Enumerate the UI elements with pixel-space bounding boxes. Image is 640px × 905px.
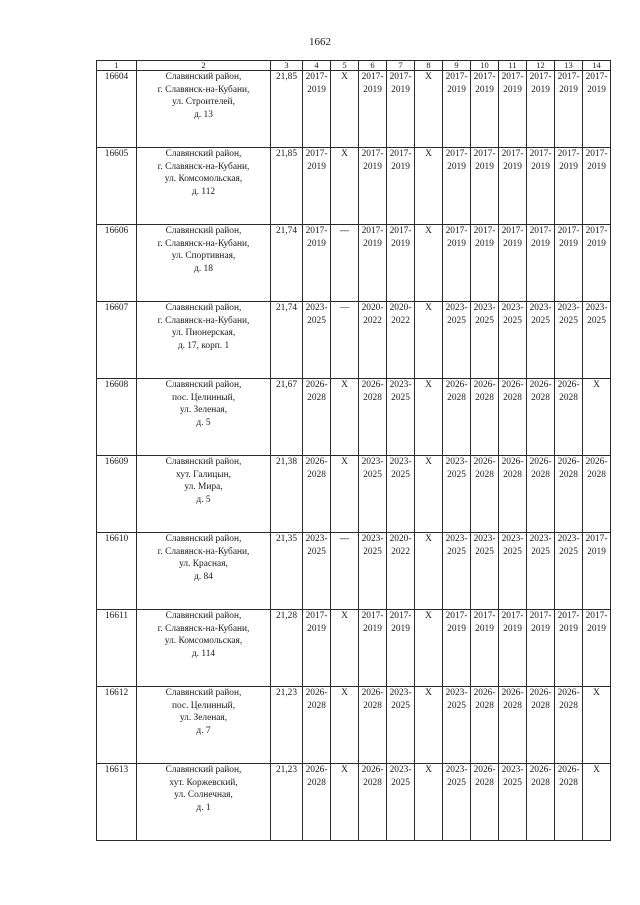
table-row <box>97 456 611 533</box>
value-cell: 21,35 <box>271 533 303 610</box>
column-header: 1 <box>97 61 137 71</box>
period-cell: 2023-2025 <box>499 533 527 610</box>
address-line: Славянский район, <box>165 534 242 544</box>
address-line: ул. Зеленая, <box>179 405 228 415</box>
period-cell: X <box>415 379 443 456</box>
address-line: ул. Комсомольская, <box>164 174 243 184</box>
period-cell: X <box>415 71 443 148</box>
period-cell: 2017-2019 <box>555 148 583 225</box>
period-cell: X <box>331 71 359 148</box>
period-cell: 2017-2019 <box>555 610 583 687</box>
address-line: Славянский район, <box>165 149 242 159</box>
record-number-cell: 16611 <box>97 610 137 687</box>
period-cell: 2023-2025 <box>527 533 555 610</box>
period-cell: 2017-2019 <box>583 71 611 148</box>
period-cell: 2017-2019 <box>303 610 331 687</box>
period-cell: 2026-2028 <box>527 379 555 456</box>
address-line: г. Славянск-на-Кубани, <box>157 315 250 326</box>
address-cell <box>137 148 271 225</box>
period-cell: 2026-2028 <box>499 379 527 456</box>
period-cell: 2026-2028 <box>471 687 499 764</box>
record-number-cell: 16610 <box>97 533 137 610</box>
period-cell: X <box>415 148 443 225</box>
period-cell: 2023-2025 <box>583 302 611 379</box>
period-cell: X <box>331 148 359 225</box>
period-cell: 2026-2028 <box>499 687 527 764</box>
column-header: 13 <box>555 61 583 71</box>
table-row <box>97 687 611 764</box>
column-header: 6 <box>359 61 387 71</box>
period-cell: 2026-2028 <box>359 687 387 764</box>
period-cell: X <box>415 764 443 841</box>
address-line: ул. Спортивная, <box>171 251 236 261</box>
period-cell: 2020-2022 <box>359 302 387 379</box>
period-cell: 2023-2025 <box>387 687 415 764</box>
record-number-cell: 16607 <box>97 302 137 379</box>
registry-table <box>96 60 611 841</box>
value-cell: 21,67 <box>271 379 303 456</box>
column-header: 14 <box>583 61 611 71</box>
period-cell: 2020-2022 <box>387 302 415 379</box>
period-cell: 2017-2019 <box>499 225 527 302</box>
address-line: ул. Комсомольская, <box>164 636 243 646</box>
period-cell: X <box>331 687 359 764</box>
period-cell: 2023-2025 <box>443 764 471 841</box>
address-cell <box>137 302 271 379</box>
table-body <box>97 71 611 841</box>
table-row <box>97 610 611 687</box>
address-line: Славянский район, <box>165 765 242 775</box>
address-line: Славянский район, <box>165 380 242 390</box>
period-cell: 2026-2028 <box>303 687 331 764</box>
address-line: д. 1 <box>196 802 211 813</box>
period-cell: 2017-2019 <box>359 71 387 148</box>
record-number-cell: 16612 <box>97 687 137 764</box>
address-line: хут. Галицын, <box>176 469 231 480</box>
period-cell: 2017-2019 <box>303 148 331 225</box>
period-cell: 2017-2019 <box>527 148 555 225</box>
period-cell: 2017-2019 <box>555 225 583 302</box>
period-cell: --- <box>331 533 359 610</box>
period-cell: X <box>415 533 443 610</box>
address-cell <box>137 225 271 302</box>
period-cell: X <box>583 764 611 841</box>
period-cell: 2017-2019 <box>359 148 387 225</box>
period-cell: X <box>583 687 611 764</box>
address-line: д. 5 <box>196 417 211 428</box>
period-cell: 2017-2019 <box>387 148 415 225</box>
table-row <box>97 302 611 379</box>
period-cell: 2026-2028 <box>527 456 555 533</box>
period-cell: 2017-2019 <box>471 225 499 302</box>
period-cell: 2017-2019 <box>499 71 527 148</box>
address-line: д. 112 <box>191 186 216 197</box>
period-cell: 2023-2025 <box>359 456 387 533</box>
record-number-cell: 16609 <box>97 456 137 533</box>
table-row <box>97 379 611 456</box>
period-cell: X <box>331 379 359 456</box>
period-cell: — <box>331 302 359 379</box>
address-cell <box>137 71 271 148</box>
address-cell <box>137 456 271 533</box>
period-cell: 2017-2019 <box>471 71 499 148</box>
period-cell: 2017-2019 <box>555 71 583 148</box>
period-cell: 2017-2019 <box>527 610 555 687</box>
address-line: ул. Мира, <box>184 482 223 492</box>
period-cell: 2020-2022 <box>387 533 415 610</box>
period-cell: 2026-2028 <box>471 456 499 533</box>
value-cell: 21,74 <box>271 302 303 379</box>
period-cell: 2026-2028 <box>471 764 499 841</box>
record-number-cell: 16604 <box>97 71 137 148</box>
period-cell: 2023-2025 <box>303 302 331 379</box>
address-line: Славянский район, <box>165 72 242 82</box>
period-cell: 2023-2025 <box>443 456 471 533</box>
period-cell: X <box>331 456 359 533</box>
period-cell: 2023-2025 <box>471 302 499 379</box>
period-cell: 2026-2028 <box>359 764 387 841</box>
period-cell: 2017-2019 <box>443 148 471 225</box>
record-number-cell: 16613 <box>97 764 137 841</box>
period-cell: X <box>415 687 443 764</box>
period-cell: 2026-2028 <box>471 379 499 456</box>
period-cell: 2023-2025 <box>443 302 471 379</box>
period-cell: 2017-2019 <box>443 225 471 302</box>
address-line: д. 17, корп. 1 <box>177 340 230 351</box>
period-cell: 2017-2019 <box>583 533 611 610</box>
address-line: г. Славянск-на-Кубани, <box>157 623 250 634</box>
address-line: ул. Красная, <box>179 559 228 569</box>
address-line: г. Славянск-на-Кубани, <box>157 84 250 95</box>
period-cell: 2026-2028 <box>303 456 331 533</box>
period-cell: 2026-2028 <box>303 764 331 841</box>
period-cell: 2023-2025 <box>499 302 527 379</box>
record-number-cell: 16605 <box>97 148 137 225</box>
table-row <box>97 225 611 302</box>
period-cell: 2023-2025 <box>359 533 387 610</box>
period-cell: 2026-2028 <box>527 764 555 841</box>
period-cell: 2026-2028 <box>555 456 583 533</box>
period-cell: 2023-2025 <box>387 456 415 533</box>
address-line: Славянский район, <box>165 611 242 621</box>
period-cell: 2017-2019 <box>387 71 415 148</box>
period-cell: X <box>331 610 359 687</box>
period-cell: 2017-2019 <box>471 610 499 687</box>
period-cell: 2026-2028 <box>555 764 583 841</box>
period-cell: 2017-2019 <box>359 225 387 302</box>
address-line: д. 114 <box>191 648 216 659</box>
period-cell: 2017-2019 <box>443 71 471 148</box>
address-cell <box>137 610 271 687</box>
address-line: г. Славянск-на-Кубани, <box>157 546 250 557</box>
period-cell: 2017-2019 <box>583 225 611 302</box>
period-cell: 2017-2019 <box>583 148 611 225</box>
period-cell: 2023-2025 <box>387 379 415 456</box>
period-cell: 2017-2019 <box>527 71 555 148</box>
address-cell <box>137 687 271 764</box>
address-line: хут. Коржевский, <box>169 777 238 788</box>
column-header: 5 <box>331 61 359 71</box>
period-cell: 2023-2025 <box>443 533 471 610</box>
value-cell: 21,38 <box>271 456 303 533</box>
period-cell: 2026-2028 <box>555 379 583 456</box>
column-header: 7 <box>387 61 415 71</box>
period-cell: 2017-2019 <box>499 610 527 687</box>
address-line: Славянский район, <box>165 688 242 698</box>
period-cell: X <box>583 379 611 456</box>
address-line: ул. Строителей, <box>172 97 235 107</box>
value-cell: 21,28 <box>271 610 303 687</box>
period-cell: 2023-2025 <box>555 533 583 610</box>
address-line: г. Славянск-на-Кубани, <box>157 238 250 249</box>
column-header: 9 <box>443 61 471 71</box>
column-header: 2 <box>137 61 271 71</box>
record-number-cell: 16608 <box>97 379 137 456</box>
value-cell: 21,23 <box>271 687 303 764</box>
period-cell: 2023-2025 <box>387 764 415 841</box>
period-cell: 2023-2025 <box>443 687 471 764</box>
period-cell: 2017-2019 <box>387 225 415 302</box>
address-line: пос. Целинный, <box>171 392 236 403</box>
period-cell: --- <box>331 225 359 302</box>
period-cell: 2017-2019 <box>499 148 527 225</box>
value-cell: 21,85 <box>271 71 303 148</box>
address-line: ул. Пионерская, <box>171 328 236 338</box>
address-line: ул. Солнечная, <box>174 790 233 800</box>
period-cell: 2023-2025 <box>303 533 331 610</box>
period-cell: 2023-2025 <box>527 302 555 379</box>
address-cell <box>137 533 271 610</box>
column-header: 10 <box>471 61 499 71</box>
period-cell: 2026-2028 <box>527 687 555 764</box>
period-cell: 2023-2025 <box>499 764 527 841</box>
address-line: пос. Целинный, <box>171 700 236 711</box>
period-cell: 2017-2019 <box>443 610 471 687</box>
period-cell: 2026-2028 <box>443 379 471 456</box>
period-cell: 2017-2019 <box>359 610 387 687</box>
address-line: Славянский район, <box>165 457 242 467</box>
column-header: 8 <box>415 61 443 71</box>
address-line: Славянский район, <box>165 303 242 313</box>
period-cell: 2017-2019 <box>583 610 611 687</box>
address-line: д. 84 <box>194 571 213 582</box>
period-cell: 2026-2028 <box>499 456 527 533</box>
period-cell: 2017-2019 <box>303 71 331 148</box>
column-header: 12 <box>527 61 555 71</box>
column-header: 11 <box>499 61 527 71</box>
address-cell <box>137 379 271 456</box>
address-line: д. 7 <box>196 725 211 736</box>
table-row <box>97 764 611 841</box>
period-cell: 2026-2028 <box>583 456 611 533</box>
value-cell: 21,23 <box>271 764 303 841</box>
period-cell: 2017-2019 <box>527 225 555 302</box>
period-cell: X <box>415 225 443 302</box>
table-row <box>97 148 611 225</box>
table-row <box>97 533 611 610</box>
period-cell: X <box>415 610 443 687</box>
address-line: д. 13 <box>194 109 213 120</box>
period-cell: 2017-2019 <box>303 225 331 302</box>
value-cell: 21,85 <box>271 148 303 225</box>
period-cell: 2026-2028 <box>359 379 387 456</box>
period-cell: 2026-2028 <box>303 379 331 456</box>
period-cell: X <box>331 764 359 841</box>
value-cell: 21,74 <box>271 225 303 302</box>
period-cell: 2026-2028 <box>555 687 583 764</box>
column-header: 3 <box>271 61 303 71</box>
period-cell: X <box>415 302 443 379</box>
address-line: г. Славянск-на-Кубани, <box>157 161 250 172</box>
page-number: 1662 <box>309 36 331 48</box>
address-line: ул. Зеленая, <box>179 713 228 723</box>
period-cell: 2017-2019 <box>387 610 415 687</box>
column-number-row <box>97 61 611 71</box>
period-cell: X <box>415 456 443 533</box>
period-cell: 2023-2025 <box>555 302 583 379</box>
period-cell: 2023-2025 <box>471 533 499 610</box>
column-header: 4 <box>303 61 331 71</box>
table-row <box>97 71 611 148</box>
period-cell: 2017-2019 <box>471 148 499 225</box>
record-number-cell: 16606 <box>97 225 137 302</box>
address-line: Славянский район, <box>165 226 242 236</box>
address-line: д. 18 <box>194 263 213 274</box>
address-cell <box>137 764 271 841</box>
address-line: д. 5 <box>196 494 211 505</box>
